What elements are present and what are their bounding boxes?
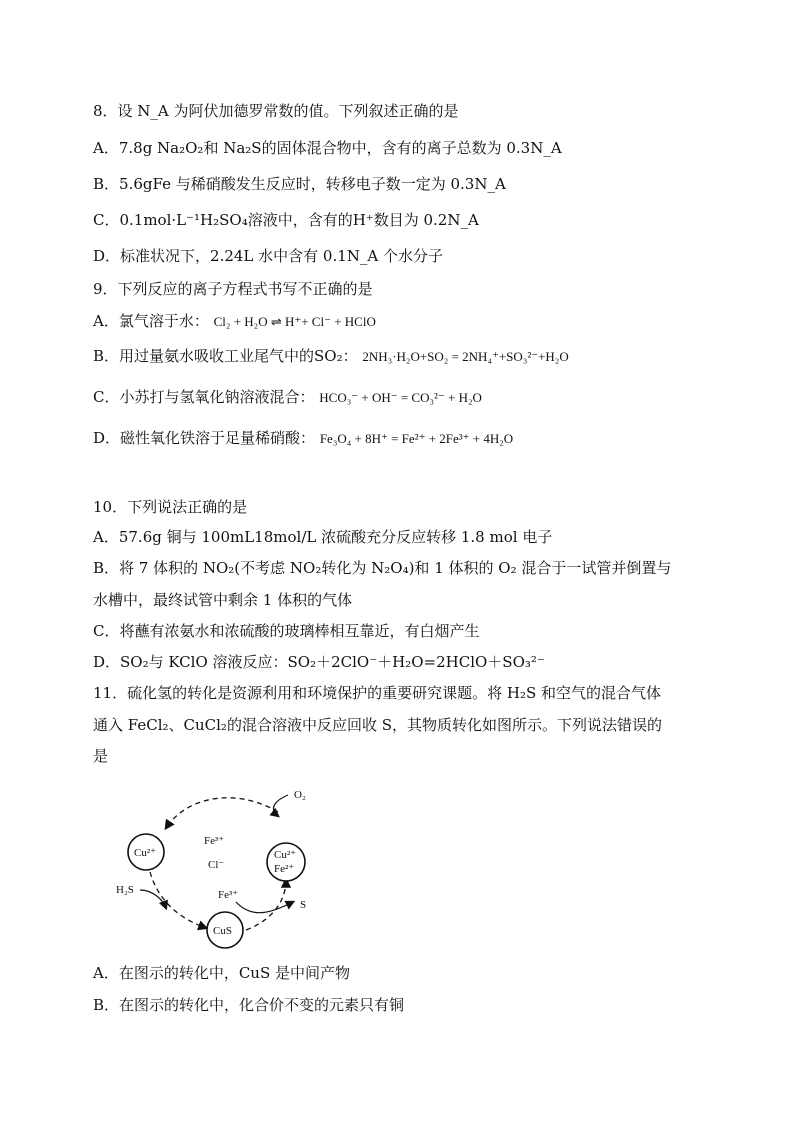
fe3-lower-label: Fe³⁺ (218, 889, 239, 901)
q9-option-a (93, 311, 376, 332)
q8-option-a: A．7.8g Na₂O₂和 Na₂S的固体混合物中，含有的离子总数为 0.3N_A (93, 139, 562, 157)
q11-stem-line2: 通入 FeCl₂、CuCl₂的混合溶液中反应回收 S，其物质转化如图所示。下列说法错误的 (93, 716, 662, 734)
cu2-right-label: Cu²⁺ (274, 849, 296, 861)
q9-option-c (93, 387, 482, 408)
q9-d-equation: Fe₃O₄ + 8H⁺ = Fe²⁺ + 2Fe³⁺ + 4H₂O (319, 431, 514, 446)
fe2-right-label: Fe²⁺ (274, 863, 295, 875)
cl-label: Cl⁻ (208, 859, 225, 871)
q8-option-c: C．0.1mol·L⁻¹H₂SO₄溶液中，含有的H⁺数目为 0.2N_A (93, 211, 479, 229)
s-arrow (236, 902, 293, 913)
cu2-label: Cu²⁺ (134, 847, 156, 859)
q8-option-d: D．标准状况下，2.24L 水中含有 0.1N_A 个水分子 (93, 247, 444, 265)
cu2-node (128, 834, 164, 870)
q10-option-c: C．将蘸有浓氨水和浓硫酸的玻璃棒相互靠近，有白烟产生 (93, 622, 480, 640)
cu2-fe2-node (267, 843, 305, 881)
q9-c-text: C．小苏打与氢氧化钠溶液混合： (93, 388, 315, 406)
cus-label: CuS (213, 925, 232, 937)
q10-option-b-line2: 水槽中，最终试管中剩余 1 体积的气体 (93, 591, 353, 609)
h2s-label: H₂S (116, 884, 134, 896)
q11-option-b: B．在图示的转化中，化合价不变的元素只有铜 (93, 996, 405, 1014)
q11-stem-line3: 是 (93, 747, 109, 765)
q11-option-a: A．在图示的转化中，CuS 是中间产物 (93, 964, 351, 982)
q9-a-equation: Cl₂ + H₂O ⇌ H⁺+ Cl⁻ + HClO (213, 314, 376, 329)
q9-option-b (93, 346, 569, 367)
q9-d-text: D．磁性氧化铁溶于足量稀硝酸： (93, 429, 316, 447)
q10-option-a: A．57.6g 铜与 100mL18mol/L 浓硫酸充分反应转移 1.8 mol 电子 (93, 528, 553, 546)
s-label: S (300, 899, 307, 911)
q8-option-b: B．5.6gFe 与稀硝酸发生反应时，转移电子数一定为 0.3N_A (93, 175, 506, 193)
cus-node (207, 912, 243, 948)
q10-option-b-line1: B．将 7 体积的 NO₂(不考虑 NO₂转化为 N₂O₄)和 1 体积的 O₂ 混合于一试管并倒置与 (93, 559, 672, 577)
cycle-diagram (108, 780, 348, 955)
cycle-arc-left (150, 872, 206, 928)
o2-arrow (273, 795, 288, 816)
q9-c-equation: HCO₃⁻ + OH⁻ = CO₃²⁻ + H₂O (319, 390, 482, 405)
q9-a-text: A．氯气溶于水： (93, 312, 209, 330)
o2-label: O₂ (294, 789, 306, 801)
cycle-arc-top (166, 798, 278, 828)
cycle-arc-right (246, 880, 286, 930)
fe3-center-label: Fe³⁺ (204, 835, 225, 847)
h2s-arrow (140, 890, 166, 908)
q10-stem: 10．下列说法正确的是 (93, 498, 248, 516)
q9-b-equation: 2NH₃·H₂O+SO₂ = 2NH₄⁺+SO₃²⁻+H₂O (362, 349, 569, 364)
q10-option-d: D．SO₂与 KClO 溶液反应：SO₂＋2ClO⁻＋H₂O=2HClO＋SO₃²⁻ (93, 653, 545, 671)
q9-b-text: B．用过量氨水吸收工业尾气中的SO₂： (93, 347, 358, 365)
q8-stem: 8．设 N_A 为阿伏加德罗常数的值。下列叙述正确的是 (93, 102, 459, 120)
q9-option-d (93, 428, 513, 449)
q11-stem-line1: 11．硫化氢的转化是资源利用和环境保护的重要研究课题。将 H₂S 和空气的混合气体 (93, 684, 661, 702)
q9-stem: 9．下列反应的离子方程式书写不正确的是 (93, 280, 373, 298)
